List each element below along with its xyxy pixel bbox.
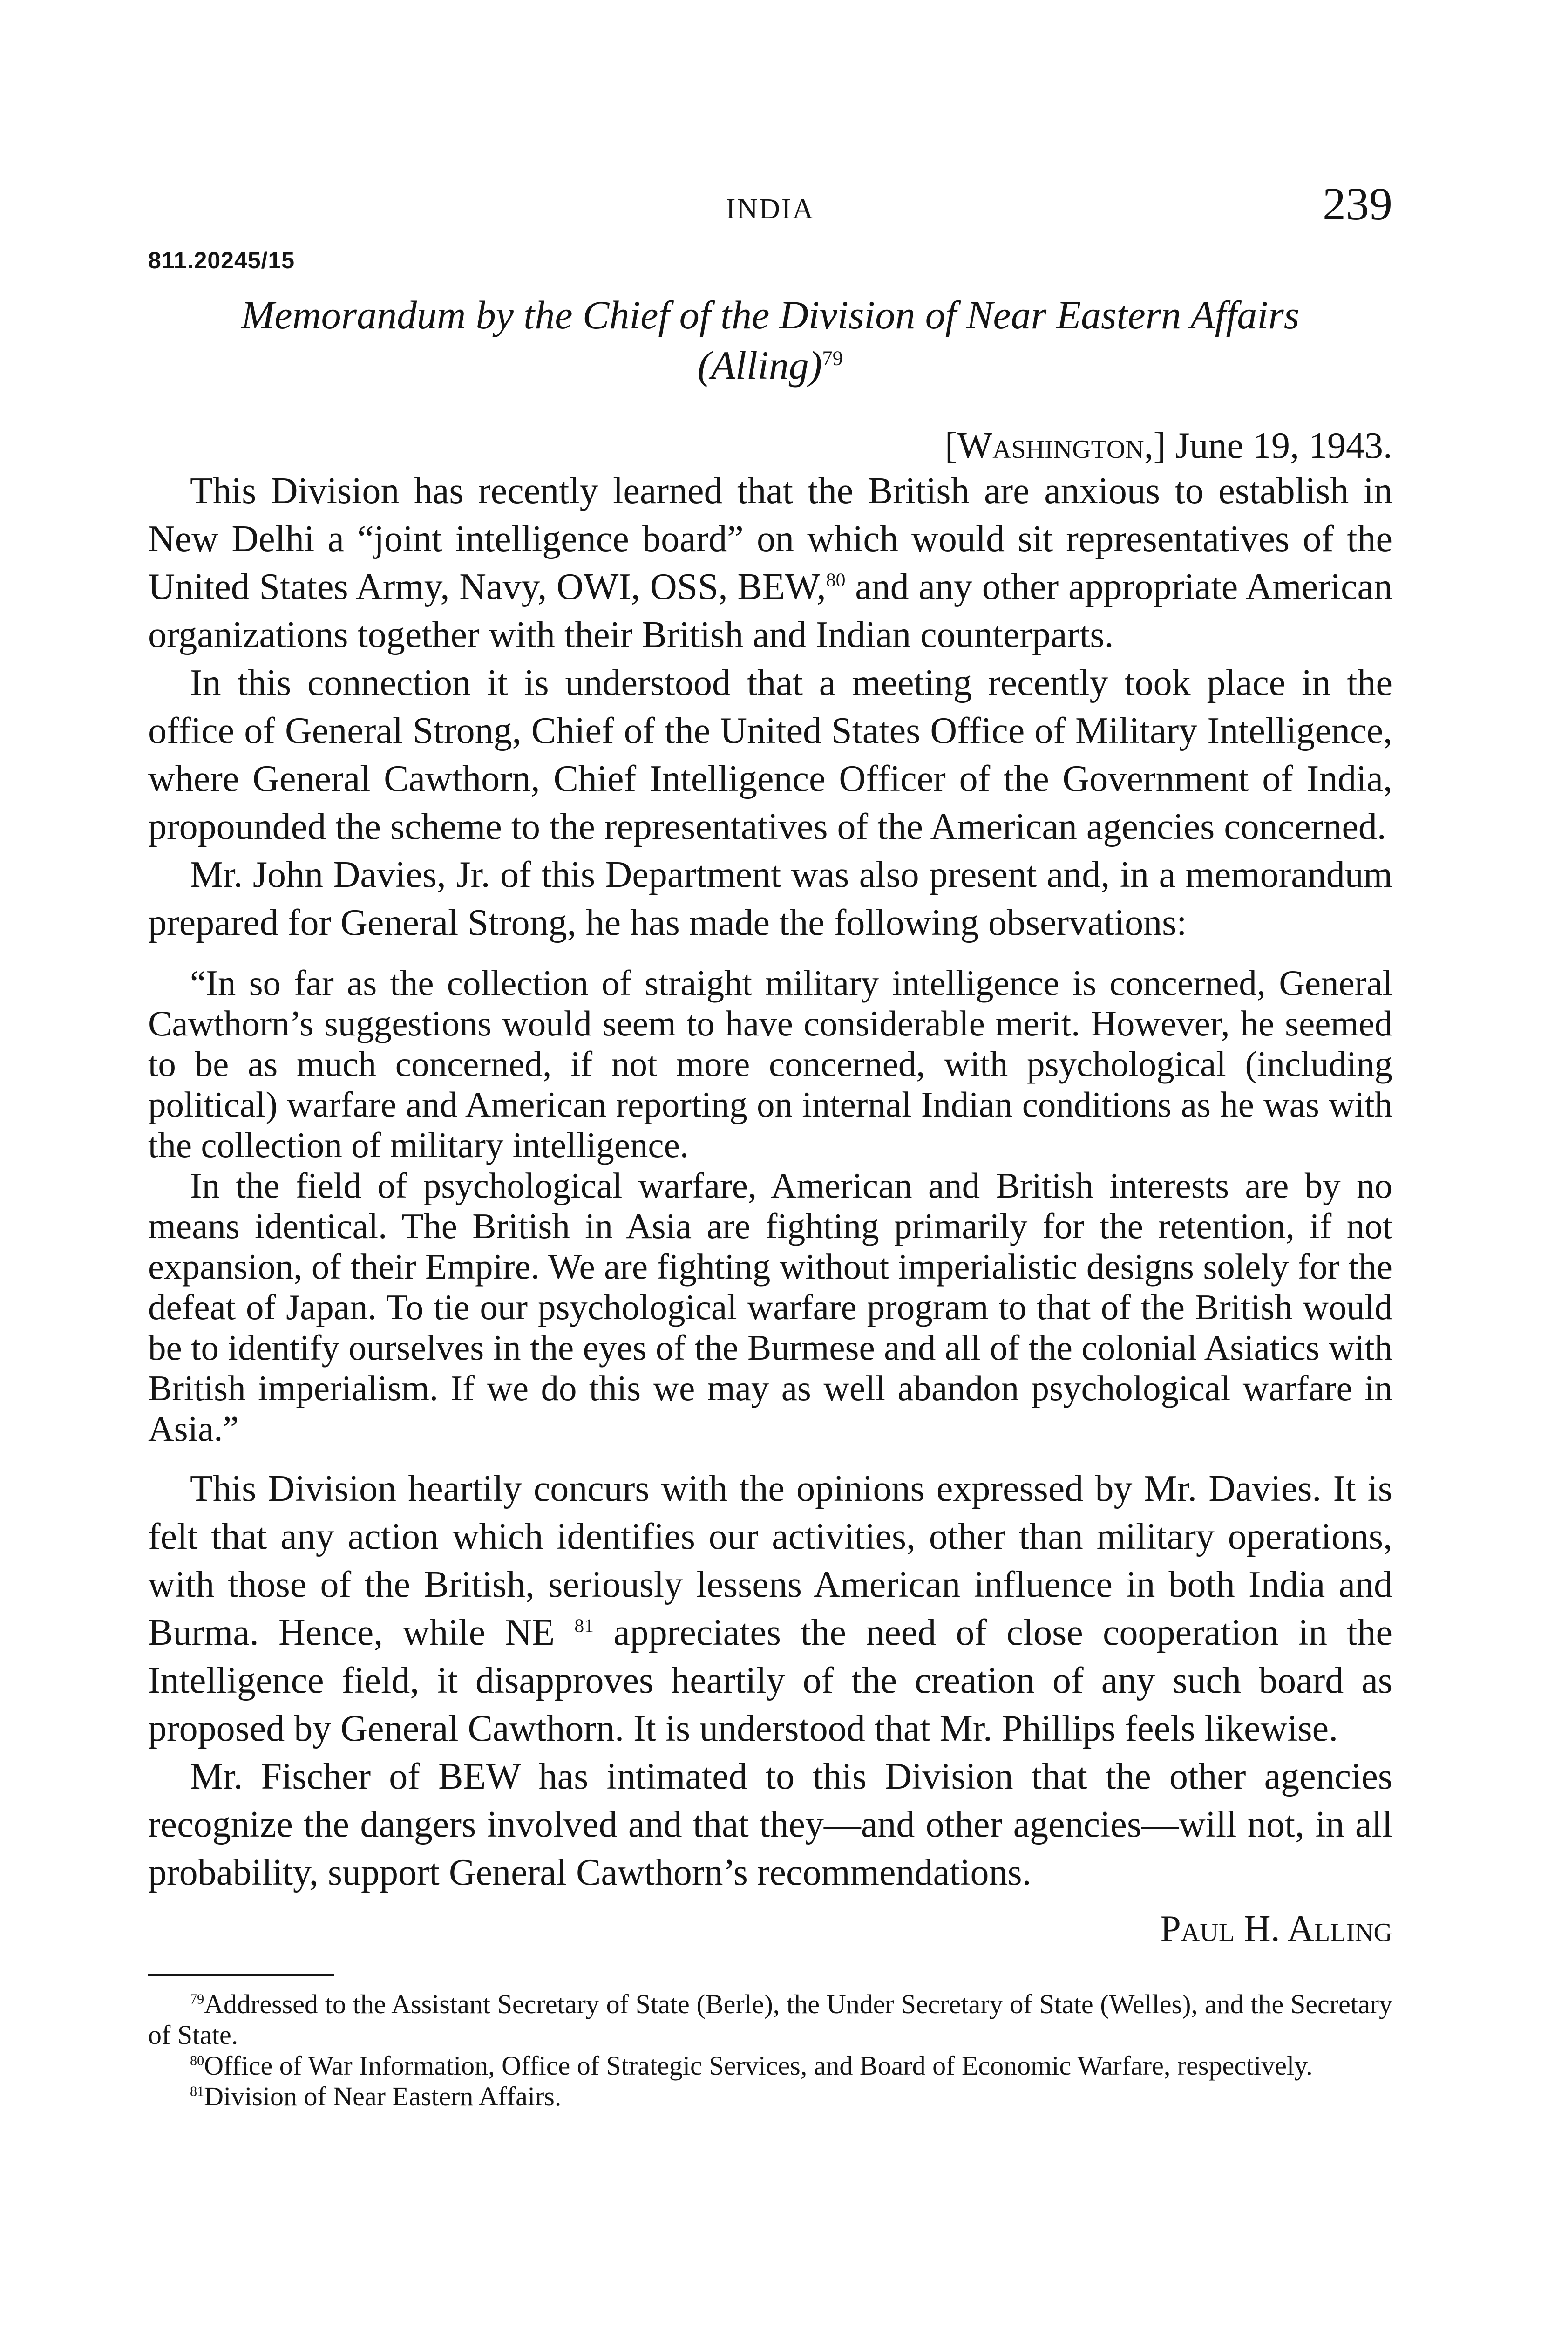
dateline (148, 425, 1392, 467)
footnote-81 (148, 2081, 1392, 2112)
paragraph-1 (148, 467, 1392, 659)
running-header (148, 177, 1392, 242)
footnote-text: Division of Near Eastern Affairs. (204, 2081, 562, 2111)
title-author: (Alling) (697, 343, 822, 388)
dateline-date: June 19, 1943. (1175, 425, 1392, 466)
footnotes (148, 1989, 1392, 2112)
paragraph-3: Mr. John Davies, Jr. of this Department was also present and, in a memorandum prepared for General Strong, he has made the following observations: (148, 854, 1392, 943)
file-number: 811.20245/15 (148, 247, 295, 273)
title-line-1: Memorandum by the Chief of the Division of Near Eastern Affairs (241, 293, 1300, 337)
footnote-rule (148, 1974, 334, 1976)
footnote-ref-81: 81 (574, 1614, 594, 1636)
paragraph-4-text-b: appreciates the need of close cooperation in the Intelligence field, it disapproves heartily of the creation of any such board as proposed by General Cawthorn. It is understood that Mr. Phillips feels likewise. (148, 1612, 1393, 1749)
paragraph-4-text-a: This Division heartily concurs with the opinions expressed by Mr. Davies. It is felt that any action which identifies our activities, other than military operations, with those of the British, seriously lessens American influence in both India and Burma. Hence, while NE (148, 1468, 1392, 1653)
footnote-80 (148, 2050, 1392, 2081)
paragraph-4 (148, 1465, 1392, 1753)
paragraph-2: In this connection it is understood that a meeting recently took place in the office of General Strong, Chief of the United States Office of Military Intelligence, where General Cawthorn, Chief Intelligence Officer of the Government of India, propounded the scheme to the representatives of the American agencies concerned. (148, 662, 1392, 847)
dateline-place: [Washington,] (944, 425, 1166, 466)
block-quote (148, 963, 1392, 1449)
quote-paragraph-2: In the field of psychological warfare, American and British interests are by no means identical. The British in Asia are fighting primarily for the retention, if not expansion, of their Empire. We are fighting without imperialistic designs solely for the defeat of Japan. To tie our psychological warfare program to that of the British would be to identify ourselves in the eyes of the Burmese and all of the colonial Asiatics with British imperialism. If we do this we may as well abandon psychological warfare in Asia.” (148, 1165, 1392, 1449)
paragraph-5: Mr. Fischer of BEW has intimated to this Division that the other agencies recognize the dangers involved and that they—and other agencies—will not, in all probability, support General Cawthorn’s recommendations. (148, 1756, 1392, 1893)
paragraph-1-text-a: This Division has recently learned that the British are anxious to establish in New Delhi a “joint intelligence board” on which would sit representatives of the United States Army, Navy, OWI, OSS, BEW, (148, 470, 1392, 607)
page-number: 239 (1323, 178, 1392, 230)
footnote-text: Addressed to the Assistant Secretary of State (Berle), the Under Secretary of State (Welles), and the Secretary of State. (148, 1989, 1392, 2050)
running-title: INDIA (726, 193, 815, 225)
footnote-79 (148, 1989, 1392, 2050)
footnote-marker: 81 (190, 2083, 204, 2099)
quote-paragraph-1: “In so far as the collection of straight military intelligence is concerned, General Cawthorn’s suggestions would seem to have considerable merit. However, he seemed to be as much concerned, if not more concerned, with psychological (including political) warfare and American reporting on internal Indian conditions as he was with the collection of military intelligence. (148, 963, 1392, 1165)
signature: Paul H. Alling (1160, 1908, 1392, 1949)
footnote-marker: 80 (190, 2052, 204, 2069)
footnote-marker: 79 (190, 1991, 204, 2007)
footnote-text: Office of War Information, Office of Strategic Services, and Board of Economic Warfare, respectively. (204, 2050, 1313, 2081)
document-title (148, 290, 1392, 390)
document-page (148, 177, 1392, 2112)
title-line-2 (148, 340, 1392, 390)
footnote-ref-79: 79 (822, 346, 843, 370)
footnote-ref-80: 80 (826, 569, 846, 591)
paragraph-1-text-b: and any other appropriate American organizations together with their British and Indian counterparts. (148, 566, 1392, 655)
